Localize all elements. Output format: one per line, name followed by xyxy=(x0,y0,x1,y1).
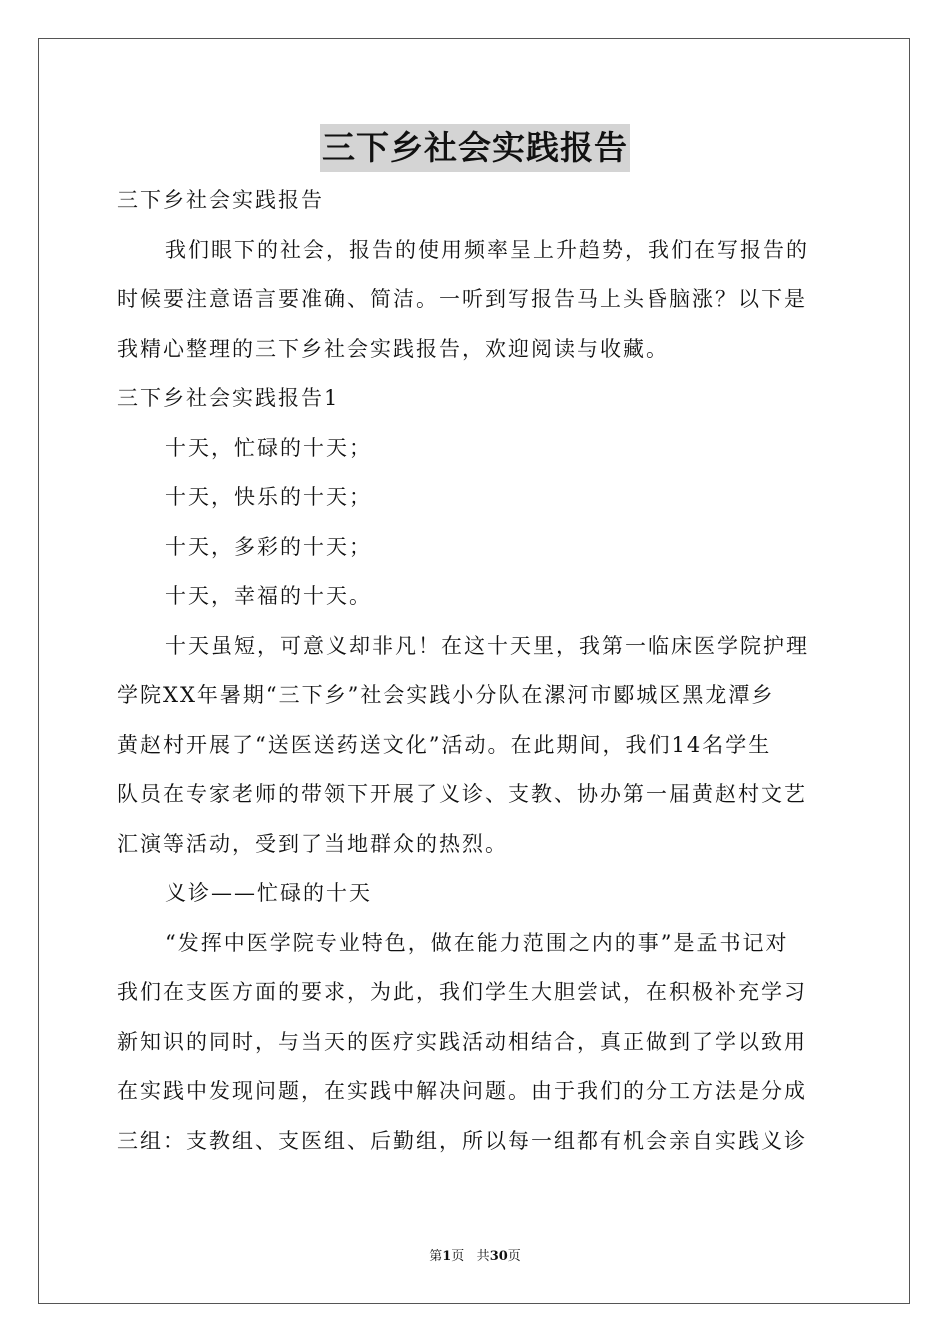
paragraph-line: 黄赵村开展了“送医送药送文化”活动。在此期间，我们14名学生 xyxy=(117,732,772,757)
paragraph-line: 队员在专家老师的带领下开展了义诊、支教、协办第一届黄赵村文艺 xyxy=(117,782,807,806)
paragraph-line: 学院XX年暑期“三下乡”社会实践小分队在漯河市郾城区黑龙潭乡 xyxy=(117,683,775,707)
paragraph-line: 我们眼下的社会，报告的使用频率呈上升趋势，我们在写报告的 xyxy=(165,237,809,262)
paragraph-line: 三组：支教组、支医组、后勤组，所以每一组都有机会亲自实践义诊 xyxy=(117,1128,807,1153)
paragraph-line: 时候要注意语言要准确、简洁。一听到写报告马上头昏脑涨？以下是 xyxy=(117,287,807,311)
paragraph-line: 十天，忙碌的十天； xyxy=(165,435,372,460)
paragraph-line: 我们在支医方面的要求，为此，我们学生大胆尝试，在积极补充学习 xyxy=(117,980,807,1004)
paragraph-line: 汇演等活动，受到了当地群众的热烈。 xyxy=(117,831,508,856)
paragraph-line: “发挥中医学院专业特色，做在能力范围之内的事”是孟书记对 xyxy=(165,930,789,955)
page-prefix: 第 xyxy=(429,1249,443,1264)
page-suffix: 页 xyxy=(451,1249,465,1264)
document-title: 三下乡社会实践报告 xyxy=(320,124,630,172)
total-pages: 30 xyxy=(489,1249,508,1264)
paragraph-line: 十天，幸福的十天。 xyxy=(165,584,372,608)
title-wrap xyxy=(0,124,950,172)
paragraph-line: 十天，快乐的十天； xyxy=(165,485,372,509)
section-heading: 三下乡社会实践报告1 xyxy=(117,386,340,410)
paragraph-line: 在实践中发现问题，在实践中解决问题。由于我们的分工方法是分成 xyxy=(117,1079,807,1103)
paragraph-line: 我精心整理的三下乡社会实践报告，欢迎阅读与收藏。 xyxy=(117,336,669,361)
paragraph-line: 十天，多彩的十天； xyxy=(165,534,372,559)
page-footer xyxy=(0,1245,950,1264)
subtitle-line: 三下乡社会实践报告 xyxy=(117,188,324,212)
paragraph-line: 新知识的同时，与当天的医疗实践活动相结合，真正做到了学以致用 xyxy=(117,1029,807,1054)
subsection-heading: 义诊——忙碌的十天 xyxy=(165,881,372,905)
total-suffix: 页 xyxy=(507,1249,521,1264)
paragraph-line: 十天虽短，可意义却非凡！在这十天里，我第一临床医学院护理 xyxy=(165,633,809,658)
total-prefix: 共 xyxy=(476,1249,490,1264)
page-number: 1 xyxy=(442,1249,452,1264)
document-body xyxy=(117,176,835,1166)
